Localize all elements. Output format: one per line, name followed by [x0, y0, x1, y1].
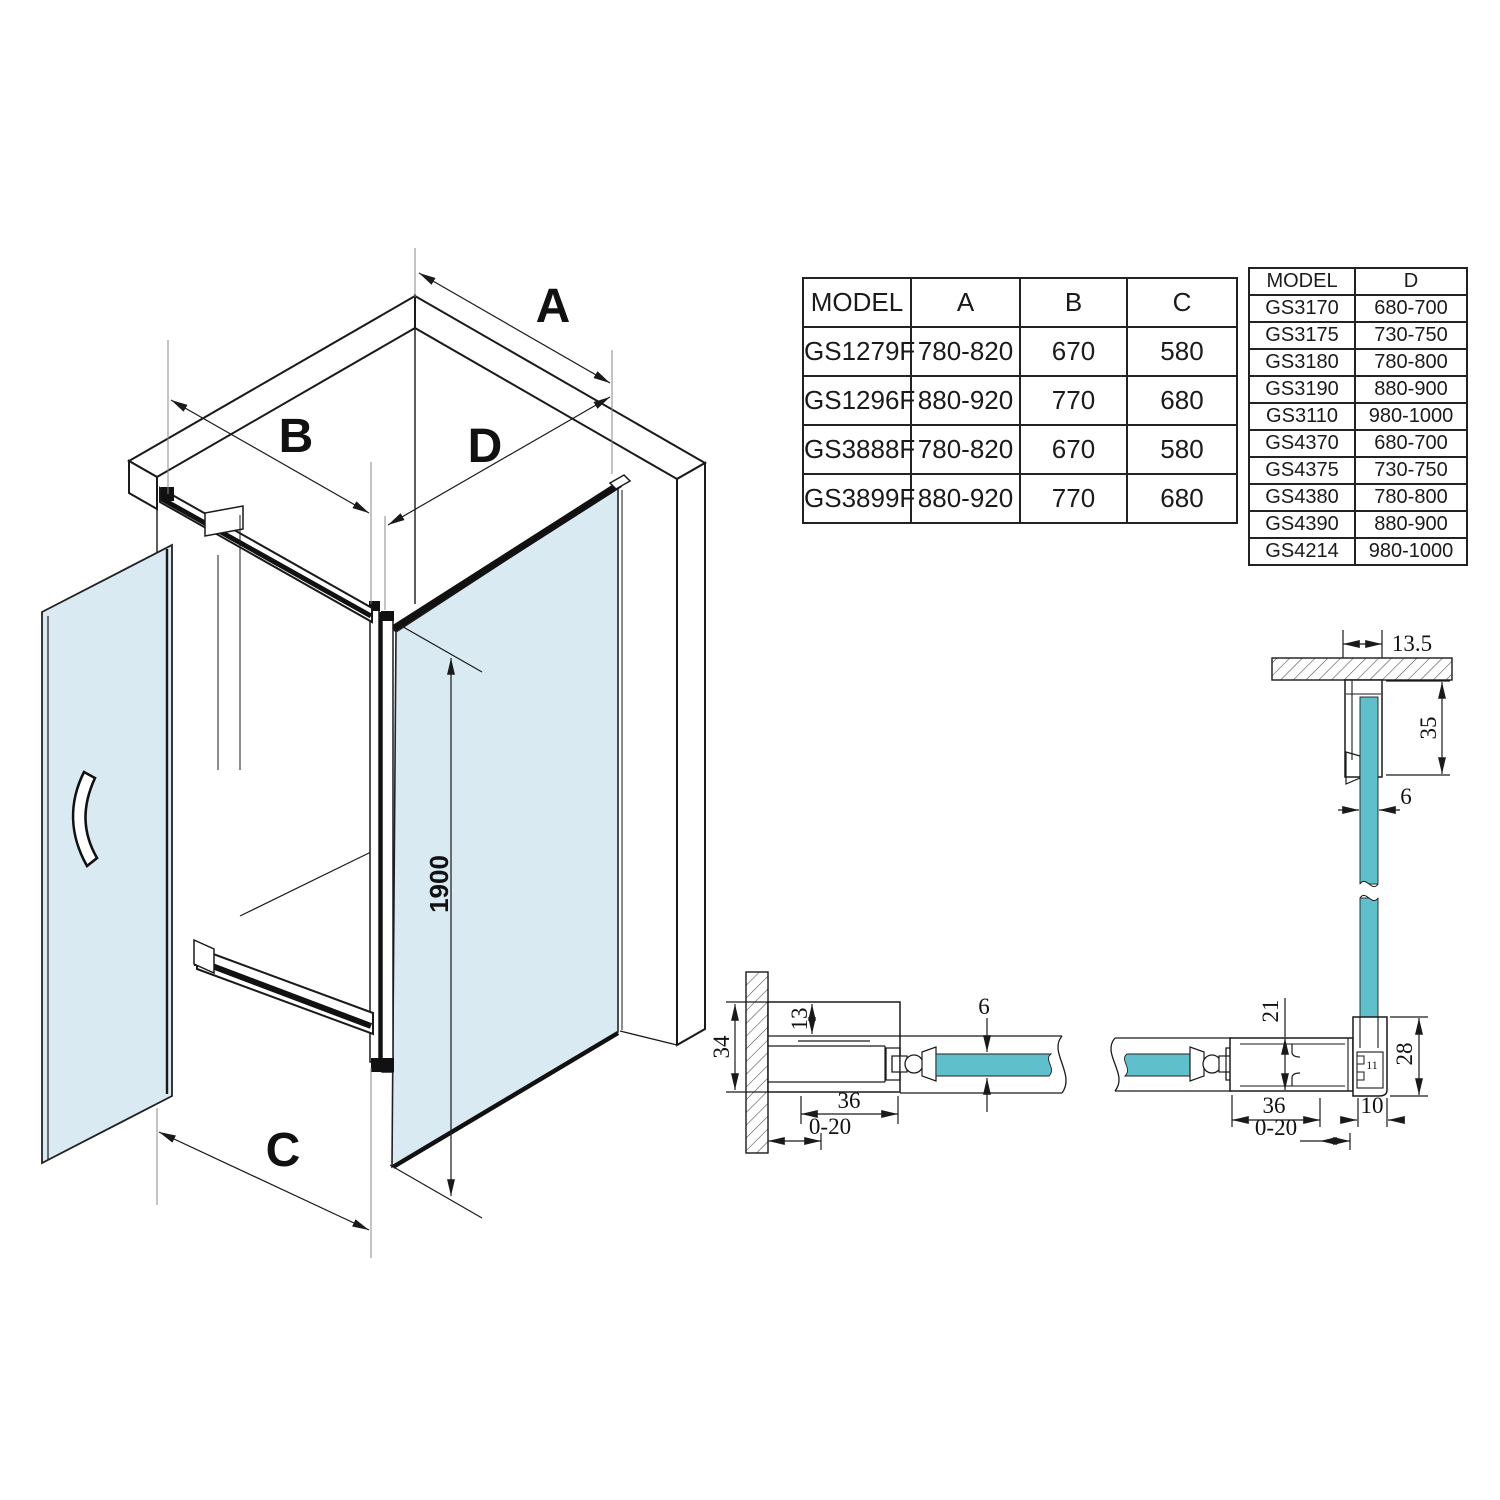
dim-34: 34 — [709, 1035, 734, 1059]
wall-bracket — [610, 475, 630, 489]
table-row — [1249, 322, 1467, 349]
cell-b: 670 — [1020, 425, 1127, 474]
cell-d: 880-900 — [1355, 376, 1467, 403]
cell-d: 780-800 — [1355, 349, 1467, 376]
cell-b: 670 — [1020, 327, 1127, 376]
ceiling-hatch — [1272, 658, 1452, 680]
dim-13-5: 13.5 — [1391, 631, 1433, 656]
cell-d: 980-1000 — [1355, 538, 1467, 565]
column-header: MODEL — [803, 278, 911, 327]
dim-36-right: 36 — [1262, 1093, 1286, 1118]
door-top-bar — [160, 487, 372, 770]
column-header: MODEL — [1249, 268, 1355, 295]
table-row — [1249, 457, 1467, 484]
dim-d-label: D — [467, 420, 503, 473]
threshold-rail — [194, 940, 373, 1034]
cell-d: 780-800 — [1355, 484, 1467, 511]
cell-d: 880-900 — [1355, 511, 1467, 538]
column-header: B — [1020, 278, 1127, 327]
cell-d: 730-750 — [1355, 457, 1467, 484]
pivot-door — [42, 545, 172, 1163]
dim-a-label: A — [535, 280, 571, 333]
height-1900-label: 1900 — [424, 855, 454, 913]
table-row — [803, 474, 1237, 523]
wall-hatch — [746, 972, 768, 1153]
cell-b: 770 — [1020, 474, 1127, 523]
dim-c-label: C — [265, 1124, 301, 1177]
corner-post — [369, 601, 394, 1072]
side-glass-panel — [392, 475, 630, 1167]
cell-model: GS3888F — [803, 425, 911, 474]
column-header: C — [1127, 278, 1237, 327]
cell-model: GS1279F — [803, 327, 911, 376]
table-row — [803, 327, 1237, 376]
dim-0-20: 0-20 — [808, 1114, 852, 1139]
column-header: A — [911, 278, 1020, 327]
table-row — [803, 376, 1237, 425]
table-row — [1249, 538, 1467, 565]
cell-model: GS3170 — [1249, 295, 1355, 322]
wall-profile-section — [709, 972, 1066, 1153]
side-glass-vertical-section — [1360, 697, 1378, 1042]
cell-model: GS3110 — [1249, 403, 1355, 430]
dim-0-20-right: 0-20 — [1254, 1115, 1298, 1140]
cell-a: 880-920 — [911, 376, 1020, 425]
table-row — [1249, 268, 1467, 295]
cell-model: GS3190 — [1249, 376, 1355, 403]
cell-model: GS3899F — [803, 474, 911, 523]
dim-13: 13 — [787, 1007, 812, 1031]
dim-28: 28 — [1392, 1042, 1417, 1066]
table-row — [1249, 295, 1467, 322]
cell-model: GS3180 — [1249, 349, 1355, 376]
table-row — [1249, 484, 1467, 511]
column-header: D — [1355, 268, 1467, 295]
cell-model: GS1296F — [803, 376, 911, 425]
cell-c: 580 — [1127, 327, 1237, 376]
dim-6-glass: 6 — [978, 994, 990, 1019]
cell-d: 680-700 — [1355, 430, 1467, 457]
cell-d: 730-750 — [1355, 322, 1467, 349]
cell-c: 580 — [1127, 425, 1237, 474]
dim-21: 21 — [1258, 999, 1283, 1023]
table-row — [803, 278, 1237, 327]
cell-model: GS3175 — [1249, 322, 1355, 349]
ceiling-profile-section — [1272, 630, 1452, 1042]
cell-a: 880-920 — [911, 474, 1020, 523]
cell-model: GS4214 — [1249, 538, 1355, 565]
cell-d: 680-700 — [1355, 295, 1467, 322]
table-row — [1249, 430, 1467, 457]
corner-profile-section — [1111, 998, 1428, 1150]
dim-b-label: B — [278, 410, 314, 463]
size-table — [802, 277, 1238, 524]
dim-11: 11 — [1366, 1058, 1378, 1072]
table-row — [1249, 376, 1467, 403]
door-glass-section — [936, 1054, 1052, 1076]
table-row — [803, 425, 1237, 474]
door-glass-section-2 — [1124, 1054, 1190, 1076]
dim-10: 10 — [1360, 1093, 1384, 1118]
cell-c: 680 — [1127, 474, 1237, 523]
cell-model: GS4375 — [1249, 457, 1355, 484]
cell-model: GS4380 — [1249, 484, 1355, 511]
cell-model: GS4370 — [1249, 430, 1355, 457]
table-row — [1249, 511, 1467, 538]
cell-d: 980-1000 — [1355, 403, 1467, 430]
cell-model: GS4390 — [1249, 511, 1355, 538]
side-panel-table — [1248, 267, 1468, 566]
cell-c: 680 — [1127, 376, 1237, 425]
cell-b: 770 — [1020, 376, 1127, 425]
dim-6-top: 6 — [1400, 784, 1412, 809]
cell-a: 780-820 — [911, 327, 1020, 376]
dim-35: 35 — [1416, 716, 1441, 740]
isometric-drawing — [42, 248, 705, 1258]
table-row — [1249, 349, 1467, 376]
cell-a: 780-820 — [911, 425, 1020, 474]
dim-36: 36 — [837, 1088, 861, 1113]
table-row — [1249, 403, 1467, 430]
